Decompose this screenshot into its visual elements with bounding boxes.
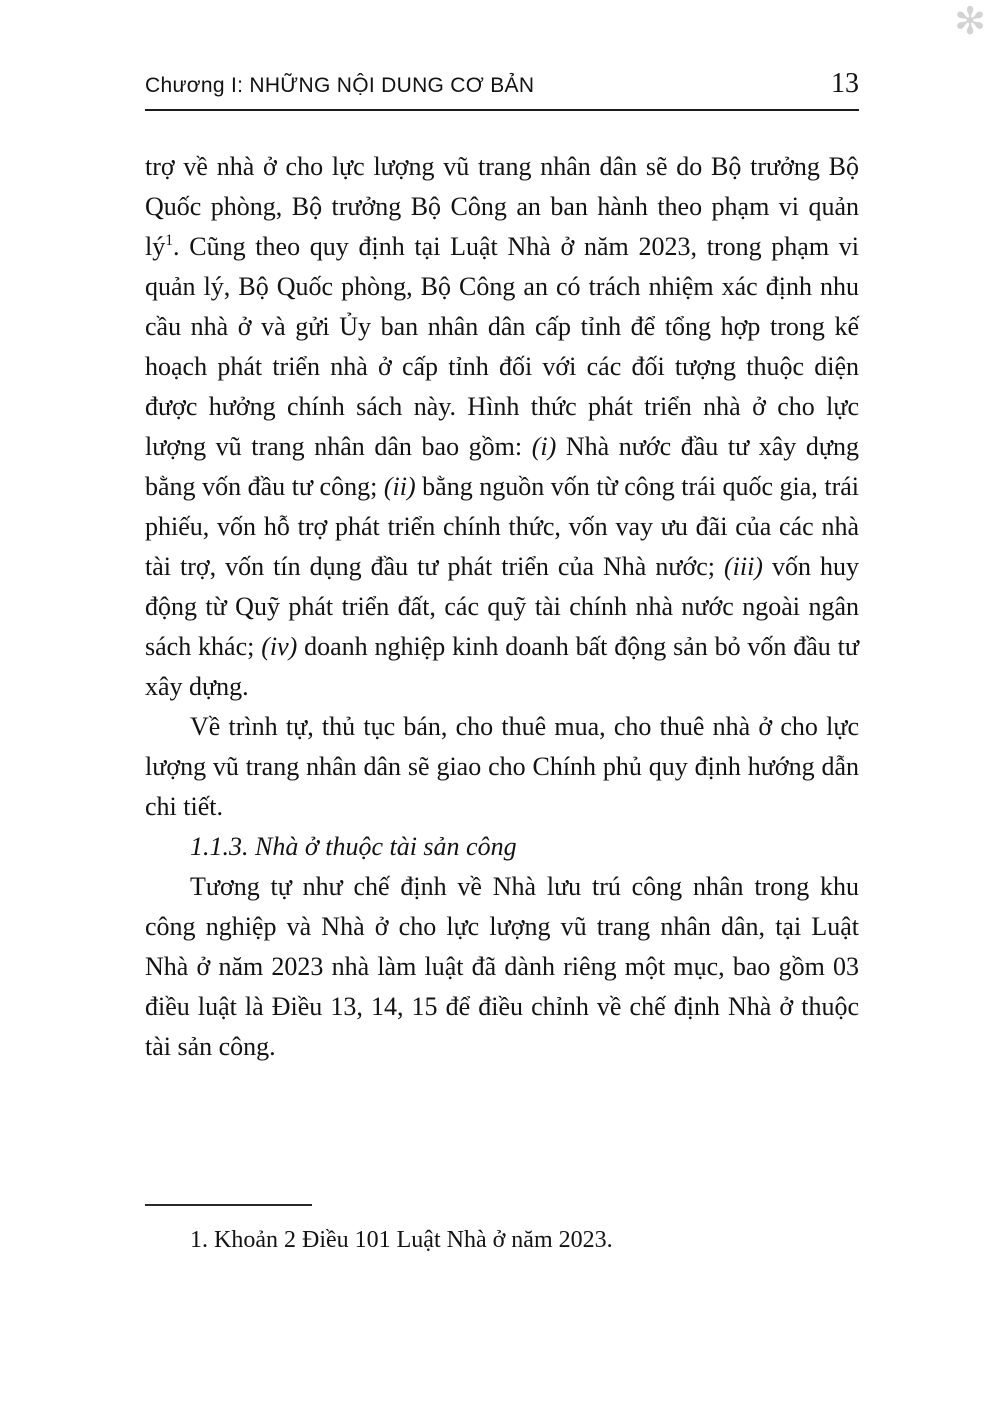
- text-run: trợ về nhà ở cho lực lượng vũ trang nhân dân sẽ do Bộ trưởng Bộ Quốc phòng, Bộ trưởng Bộ Công an ban hành theo phạm vi quản lý: [145, 152, 859, 261]
- italic-text: (iii): [723, 552, 763, 581]
- footnote-rule: [145, 1204, 312, 1206]
- italic-text: (ii): [383, 472, 416, 501]
- footnote-text: 1. Khoản 2 Điều 101 Luật Nhà ở năm 2023.: [190, 1227, 613, 1253]
- text-run: vốn huy động từ Quỹ phát triển đất, các quỹ tài chính nhà nước ngoài ngân sách khác;: [145, 552, 859, 661]
- paragraph: [145, 867, 859, 1067]
- page-number: 13: [831, 68, 859, 99]
- footnote: [145, 1204, 859, 1256]
- running-header: [145, 68, 859, 111]
- flower-icon: ✻: [954, 0, 986, 43]
- text-run: Tương tự như chế định về Nhà lưu trú công nhân trong khu công nghiệp và Nhà ở cho lực lượng vũ trang nhân dân, tại Luật Nhà ở năm 2023 nhà làm luật đã dành riêng một mục, bao gồm 03 điều luật là Điều 13, 14, 15 để điều chỉnh về chế định Nhà ở thuộc tài sản công.: [145, 872, 859, 1061]
- italic-text: (iv): [261, 632, 298, 661]
- footnote-reference: 1: [165, 232, 174, 249]
- chapter-title: Chương I: NHỮNG NỘI DUNG CƠ BẢN: [145, 74, 535, 97]
- paragraph: [145, 707, 859, 827]
- text-run: . Cũng theo quy định tại Luật Nhà ở năm 2023, trong phạm vi quản lý, Bộ Quốc phòng, Bộ Công an có trách nhiệm xác định nhu cầu nhà ở và gửi Ủy ban nhân dân cấp tỉnh để tổng hợp trong kế hoạch phát triển nhà ở cấp tỉnh đối với các đối tượng thuộc diện được hưởng chính sách này. Hình thức phát triển nhà ở cho lực lượng vũ trang nhân dân bao gồm:: [145, 232, 859, 461]
- body-text: [145, 147, 859, 1067]
- italic-text: 1.1.3. Nhà ở thuộc tài sản công: [190, 832, 517, 861]
- italic-text: (i): [531, 432, 557, 461]
- text-run: Nhà nước đầu tư xây dựng bằng vốn đầu tư công;: [145, 432, 859, 501]
- section-heading: [145, 827, 859, 867]
- text-run: doanh nghiệp kinh doanh bất động sản bỏ vốn đầu tư xây dựng.: [145, 632, 859, 701]
- text-run: Về trình tự, thủ tục bán, cho thuê mua, cho thuê nhà ở cho lực lượng vũ trang nhân dân sẽ giao cho Chính phủ quy định hướng dẫn chi tiết.: [145, 712, 859, 821]
- paragraph: [145, 147, 859, 707]
- text-run: bằng nguồn vốn từ công trái quốc gia, trái phiếu, vốn hỗ trợ phát triển chính thức, vốn vay ưu đãi của các nhà tài trợ, vốn tín dụng đầu tư phát triển của Nhà nước;: [145, 472, 859, 581]
